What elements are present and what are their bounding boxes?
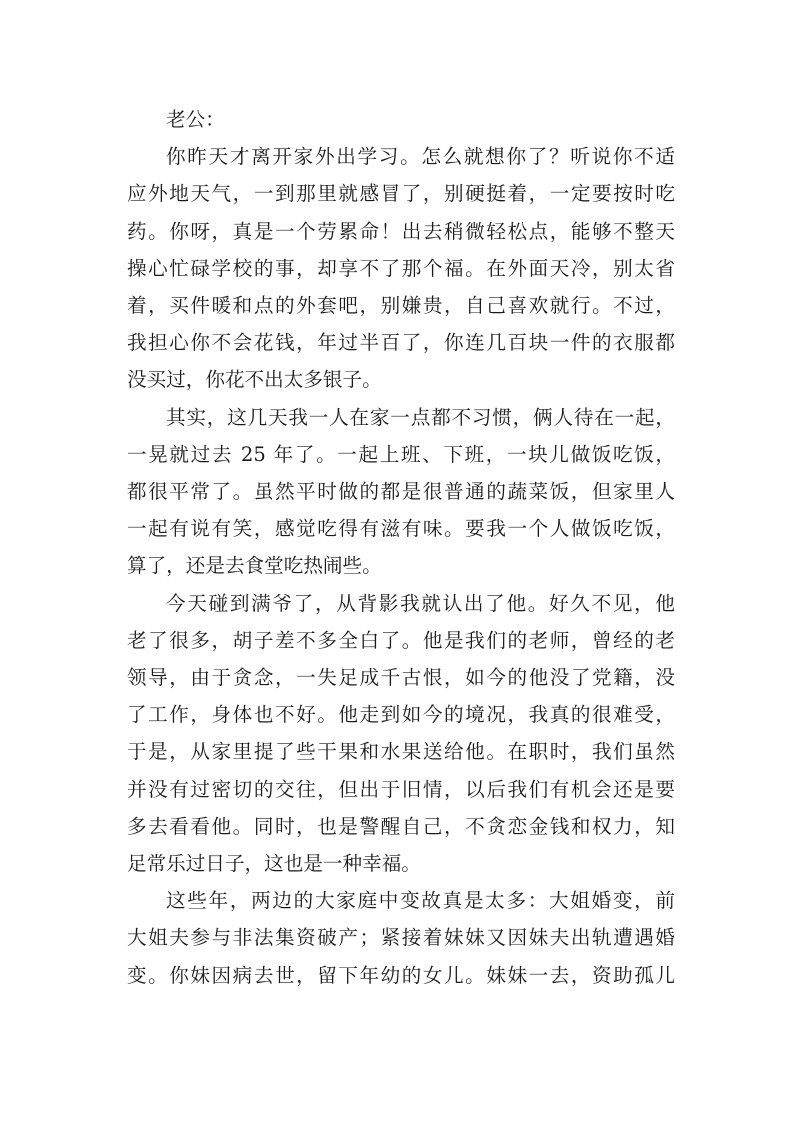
salutation xyxy=(127,101,675,138)
paragraph-4 xyxy=(127,882,675,994)
paragraph-line: 其实，这几天我一人在家一点都不习惯，俩人待在一起， xyxy=(166,405,675,429)
paragraph-line: 应外地天气，一到那里就感冒了，别硬挺着，一定要按时吃 xyxy=(127,182,675,206)
letter-body xyxy=(127,101,675,994)
paragraph-line: 一晃就过去 25 年了。一起上班、下班，一块儿做饭吃饭， xyxy=(127,442,675,466)
paragraph-line: 你昨天才离开家外出学习。怎么就想你了？听说你不适 xyxy=(166,145,675,169)
salutation-text: 老公： xyxy=(166,108,225,131)
paragraph-line: 并没有过密切的交往，但出于旧情，以后我们有机会还是要 xyxy=(127,777,675,801)
paragraph-1 xyxy=(127,138,675,398)
paragraph-line: 今天碰到满爷了，从背影我就认出了他。好久不见，他 xyxy=(166,591,675,615)
paragraph-line: 算了，还是去食堂吃热闹些。 xyxy=(127,554,382,578)
paragraph-line: 于是，从家里提了些干果和水果送给他。在职时，我们虽然 xyxy=(127,740,675,764)
paragraph-line: 老了很多，胡子差不多全白了。他是我们的老师，曾经的老 xyxy=(127,628,675,652)
paragraph-line: 一起有说有笑，感觉吃得有滋有味。要我一个人做饭吃饭， xyxy=(127,517,675,541)
paragraph-line: 操心忙碌学校的事，却享不了那个福。在外面天冷，别太省 xyxy=(127,256,675,280)
paragraph-line: 我担心你不会花钱，年过半百了，你连几百块一件的衣服都 xyxy=(127,331,675,355)
paragraph-line: 大姐夫参与非法集资破产；紧接着妹妹又因妹夫出轨遭遇婚 xyxy=(127,926,675,950)
paragraph-line: 变。你妹因病去世，留下年幼的女儿。妹妹一去，资助孤儿 xyxy=(127,963,675,987)
paragraph-line: 这些年，两边的大家庭中变故真是太多：大姐婚变，前 xyxy=(166,889,675,913)
paragraph-line: 领导，由于贪念，一失足成千古恨，如今的他没了党籍，没 xyxy=(127,666,675,690)
paragraph-line: 都很平常了。虽然平时做的都是很普通的蔬菜饭，但家里人 xyxy=(127,480,675,504)
paragraph-line: 着，买件暖和点的外套吧，别嫌贵，自己喜欢就行。不过， xyxy=(127,294,675,318)
paragraph-line: 药。你呀，真是一个劳累命！出去稍微轻松点，能够不整天 xyxy=(127,219,675,243)
paragraph-line: 没买过，你花不出太多银子。 xyxy=(127,368,382,392)
paragraph-2 xyxy=(127,399,675,585)
paragraph-line: 多去看看他。同时，也是警醒自己，不贪恋金钱和权力，知 xyxy=(127,814,675,838)
paragraph-3 xyxy=(127,585,675,883)
paragraph-line: 了工作，身体也不好。他走到如今的境况，我真的很难受， xyxy=(127,703,675,727)
paragraph-line: 足常乐过日子，这也是一种幸福。 xyxy=(127,852,421,876)
